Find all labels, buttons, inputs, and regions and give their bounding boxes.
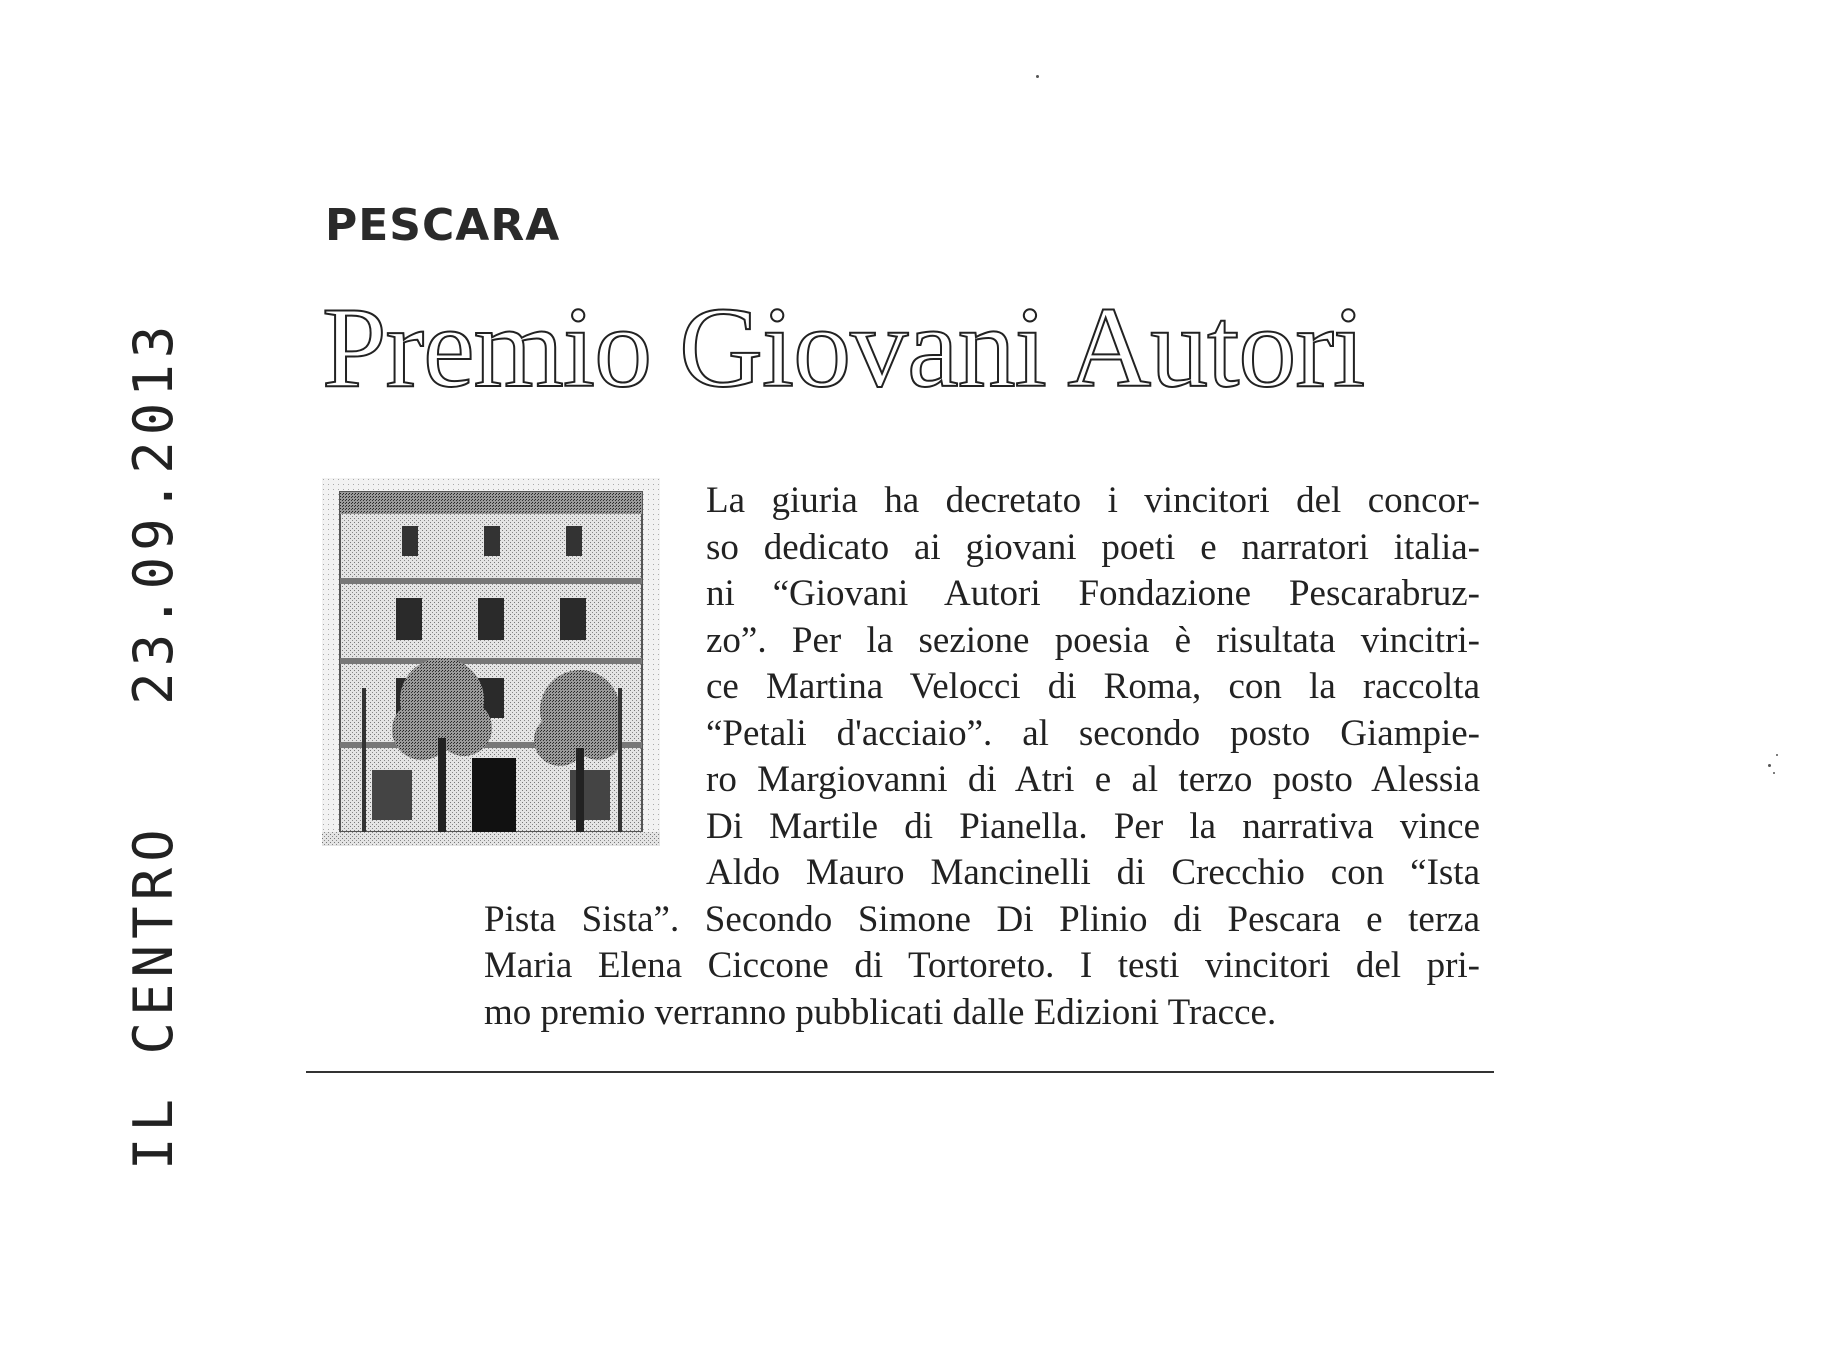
scan-speck	[1776, 754, 1778, 756]
handwritten-publication: IL CENTRO	[122, 823, 185, 1170]
article-line: mo premio verranno pubblicati dalle Edizioni Tracce.	[484, 991, 1277, 1033]
article-line: Pista Sista”. Secondo Simone Di Plinio di Pescara e terza	[484, 898, 1480, 940]
article-line: ni “Giovani Autori Fondazione Pescarabruz-	[706, 573, 1480, 614]
article-line: ro Margiovanni di Atri e al terzo posto Alessia	[706, 759, 1480, 800]
article-line: Di Martile di Pianella. Per la narrativa vince	[706, 805, 1480, 847]
article-line: ce Martina Velocci di Roma, con la raccolta	[706, 666, 1480, 707]
article-line: “Petali d'acciaio”. al secondo posto Giampie-	[706, 712, 1480, 754]
scan-speck	[1773, 772, 1775, 774]
article-headline: Premio Giovani Autori	[322, 284, 1365, 412]
article-line: La giuria ha decretato i vincitori del concor-	[706, 480, 1480, 521]
article-line: zo”. Per la sezione poesia è risultata vincitri-	[706, 619, 1480, 661]
article-line: Aldo Mauro Mancinelli di Crecchio con “Ista	[706, 852, 1480, 893]
article-line: Maria Elena Ciccone di Tortoreto. I testi vincitori del pri-	[484, 945, 1480, 986]
article-line: so dedicato ai giovani poeti e narratori italia-	[706, 526, 1480, 568]
handwritten-annotation	[122, 320, 185, 1170]
bottom-rule-divider	[306, 1071, 1494, 1073]
scan-speck	[1768, 764, 1771, 767]
section-label: PESCARA	[325, 200, 561, 251]
handwritten-date: 23.09.2013	[122, 319, 185, 705]
article-body	[484, 478, 1480, 1036]
scan-speck	[1036, 75, 1039, 78]
